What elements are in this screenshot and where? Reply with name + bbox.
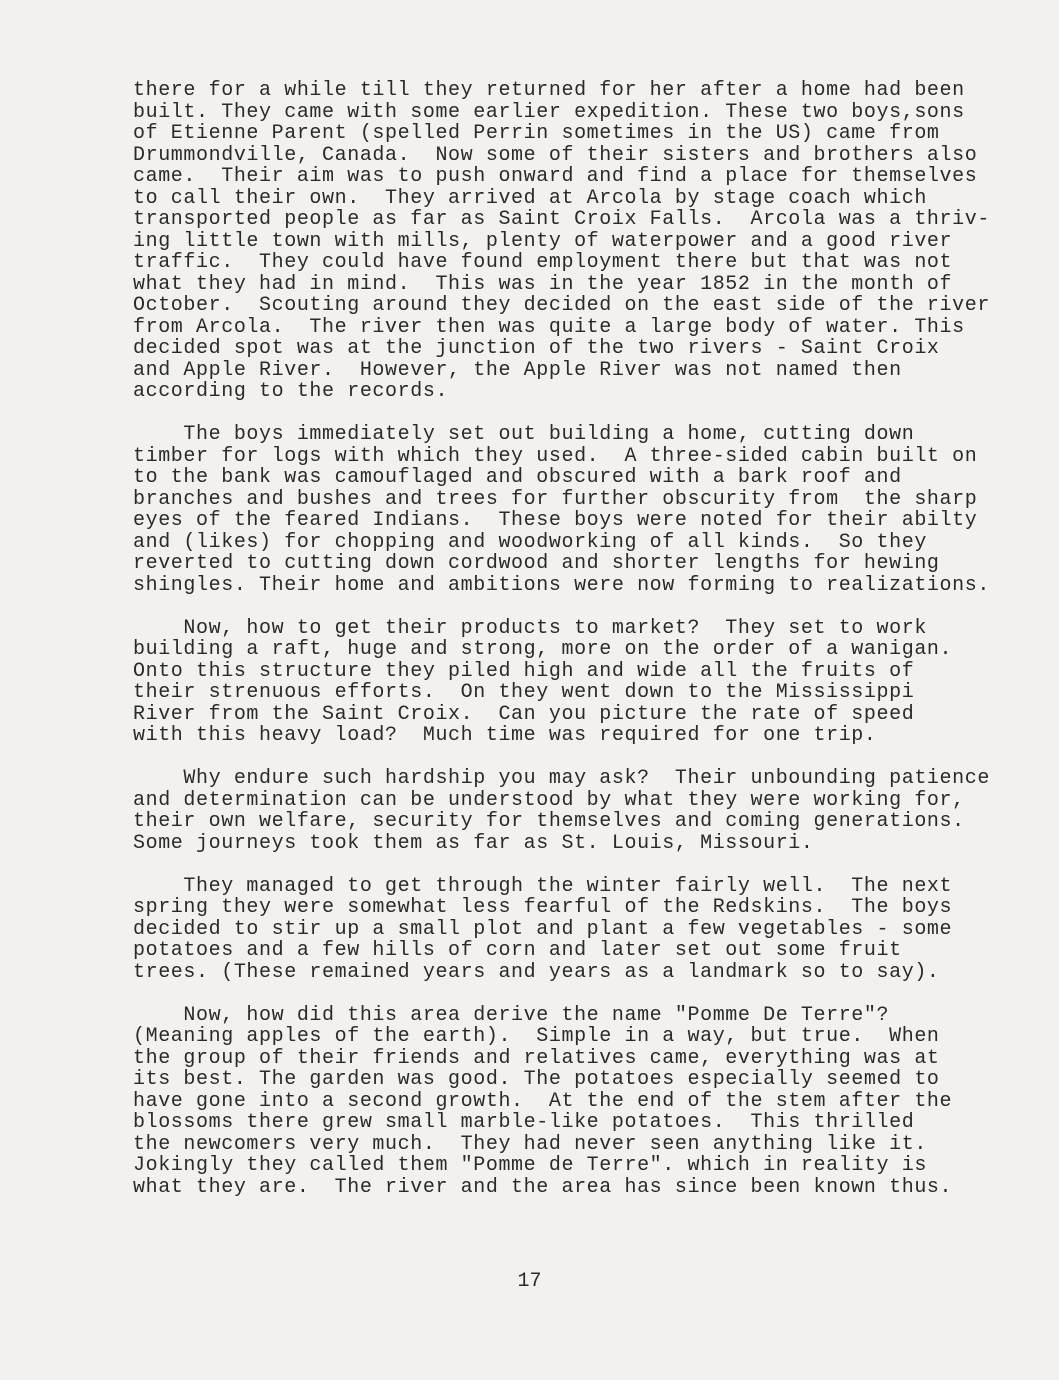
- text-line: to call their own. They arrived at Arcola by stage coach which: [133, 186, 927, 210]
- text-line: came. Their aim was to push onward and find a place for themselves: [133, 165, 978, 188]
- paragraph-3: [133, 618, 1033, 747]
- paragraph-gap: [133, 983, 1033, 1005]
- text-line: transported people as far as Saint Croix Falls. Arcola was a thriv-: [133, 208, 990, 231]
- text-line: according to the records.: [133, 380, 449, 403]
- text-line: decided to stir up a small plot and plant a few vegetables - some: [133, 917, 953, 941]
- text-line: shingles. Their home and ambitions were now forming to realizations.: [133, 573, 990, 597]
- text-line: what they are. The river and the area has since been known thus.: [133, 1175, 953, 1199]
- text-line: The boys immediately set out building a home, cutting down: [133, 423, 915, 446]
- text-line: They managed to get through the winter fairly well. The next: [133, 874, 953, 898]
- text-line: eyes of the feared Indians. These boys were noted for their abilty: [133, 509, 978, 532]
- text-line: reverted to cutting down cordwood and shorter lengths for hewing: [133, 552, 940, 575]
- body-text: [133, 80, 1033, 1198]
- text-line: what they had in mind. This was in the year 1852 in the month of: [133, 272, 953, 296]
- text-line: Some journeys took them as far as St. Louis, Missouri.: [133, 831, 814, 855]
- text-line: with this heavy load? Much time was required for one trip.: [133, 724, 877, 747]
- paragraph-gap: [133, 403, 1033, 425]
- text-line: the group of their friends and relatives came, everything was at: [133, 1046, 940, 1070]
- text-line: to the bank was camouflaged and obscured with a bark roof and: [133, 466, 902, 489]
- paragraph-gap: [133, 596, 1033, 618]
- paragraph-gap: [133, 747, 1033, 769]
- text-line: traffic. They could have found employment there but that was not: [133, 251, 953, 274]
- text-line: from Arcola. The river then was quite a large body of water. This: [133, 315, 965, 339]
- text-line: the newcomers very much. They had never seen anything like it.: [133, 1132, 927, 1156]
- text-line: Drummondville, Canada. Now some of their sisters and brothers also: [133, 143, 978, 167]
- text-line: Why endure such hardship you may ask? Their unbounding patience: [133, 767, 990, 790]
- text-line: blossoms there grew small marble-like potatoes. This thrilled: [133, 1111, 915, 1134]
- text-line: its best. The garden was good. The potatoes especially seemed to: [133, 1068, 940, 1091]
- text-line: Onto this structure they piled high and wide all the fruits of: [133, 659, 915, 683]
- text-line: October. Scouting around they decided on the east side of the river: [133, 294, 990, 317]
- text-line: branches and bushes and trees for further obscurity from the sharp: [133, 487, 978, 511]
- page-number: 17: [517, 1270, 542, 1293]
- text-line: of Etienne Parent (spelled Perrin sometimes in the US) came from: [133, 122, 940, 145]
- text-line: and Apple River. However, the Apple River was not named then: [133, 358, 902, 382]
- text-line: and (likes) for chopping and woodworking of all kinds. So they: [133, 530, 927, 554]
- paragraph-2: [133, 424, 1033, 596]
- text-line: their own welfare, security for themselves and coming generations.: [133, 810, 965, 833]
- text-line: trees. (These remained years and years as a landmark so to say).: [133, 960, 940, 984]
- paragraph-6: [133, 1005, 1033, 1199]
- text-line: Now, how did this area derive the name "Pomme De Terre"?: [133, 1003, 890, 1027]
- text-line: Jokingly they called them "Pomme de Terre". which in reality is: [133, 1154, 927, 1177]
- text-line: there for a while till they returned for her after a home had been: [133, 79, 965, 102]
- text-line: and determination can be understood by what they were working for,: [133, 788, 965, 812]
- text-line: their strenuous efforts. On they went down to the Mississippi: [133, 681, 915, 704]
- text-line: spring they were somewhat less fearful of the Redskins. The boys: [133, 896, 953, 919]
- text-line: River from the Saint Croix. Can you picture the rate of speed: [133, 702, 915, 726]
- text-line: decided spot was at the junction of the two rivers - Saint Croix: [133, 337, 940, 360]
- text-line: have gone into a second growth. At the end of the stem after the: [133, 1089, 953, 1113]
- text-line: ing little town with mills, plenty of waterpower and a good river: [133, 229, 953, 253]
- text-line: timber for logs with which they used. A three-sided cabin built on: [133, 444, 978, 468]
- paragraph-4: [133, 768, 1033, 854]
- text-line: Now, how to get their products to market? They set to work: [133, 616, 927, 640]
- paragraph-gap: [133, 854, 1033, 876]
- text-line: built. They came with some earlier expedition. These two boys,sons: [133, 100, 965, 124]
- paragraph-1: [133, 80, 1033, 403]
- text-line: (Meaning apples of the earth). Simple in a way, but true. When: [133, 1025, 940, 1048]
- paragraph-5: [133, 876, 1033, 984]
- text-line: building a raft, huge and strong, more on the order of a wanigan.: [133, 638, 953, 661]
- text-line: potatoes and a few hills of corn and later set out some fruit: [133, 939, 902, 962]
